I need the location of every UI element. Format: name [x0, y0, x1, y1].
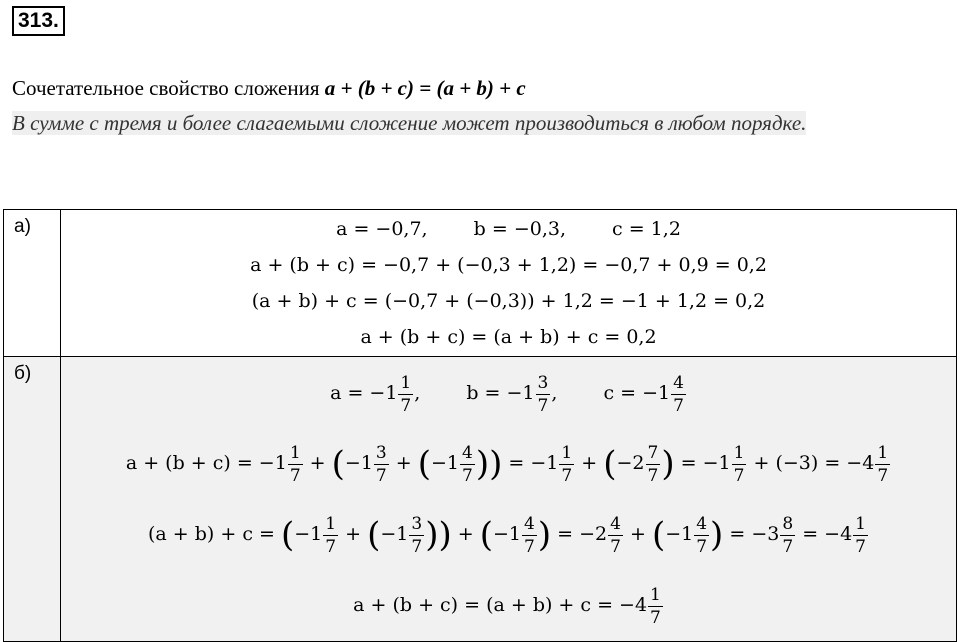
part-b-line-1: a + (b + c) = −1 $\frac{1}{7}$ + (−1 $\frac{3}{7}$ + (−1 $\frac{4}{7}$ )) = −1 $\frac{1}{7}$ + (−2 $\frac{7}{7}$ ) = −1 $\frac{1}{7}$ + (−3) = −4 $\frac{1}{7}$	[125, 442, 889, 486]
problem-number: 313.	[12, 6, 65, 36]
part-b-row	[4, 357, 957, 642]
part-b-body	[61, 357, 957, 642]
part-b-label: б)	[4, 357, 61, 642]
part-a-line-3: a + (b + c) = (a + b) + c = 0,2	[360, 326, 657, 348]
part-a-body	[61, 210, 957, 357]
part-a-row	[4, 210, 957, 357]
part-a-line-2: (a + b) + c = (−0,7 + (−0,3)) + 1,2 = −1 + 1,2 = 0,2	[251, 290, 766, 312]
rule-line	[12, 74, 526, 102]
rule-text: Сочетательное свойство сложения	[12, 76, 320, 100]
part-b-values: a = −1 $\frac{1}{7}$ , b = −1 $\frac{3}{7}$ , c = −1 $\frac{4}{7}$	[330, 372, 684, 416]
part-b-line-3: a + (b + c) = (a + b) + c = −4 $\frac{1}{7}$	[353, 584, 661, 628]
part-a-line-1: a + (b + c) = −0,7 + (−0,3 + 1,2) = −0,7 + 0,9 = 0,2	[250, 254, 767, 276]
part-a-label: а)	[4, 210, 61, 357]
rule-note: В сумме с тремя и более слагаемыми сложение может производиться в любом порядке.	[12, 111, 807, 135]
solution-table	[3, 209, 957, 642]
rule-formula: a + (b + c) = (a + b) + c	[324, 76, 526, 100]
part-b-line-2: (a + b) + c = (−1 $\frac{1}{7}$ + (−1 $\frac{3}{7}$ )) + (−1 $\frac{4}{7}$ ) = −2 $\frac{4}{7}$ + (−1 $\frac{4}{7}$ ) = −3 $\frac{8}{7}$ = −4 $\frac{1}{7}$	[148, 513, 866, 557]
part-a-values: a = −0,7, b = −0,3, c = 1,2	[336, 218, 681, 240]
